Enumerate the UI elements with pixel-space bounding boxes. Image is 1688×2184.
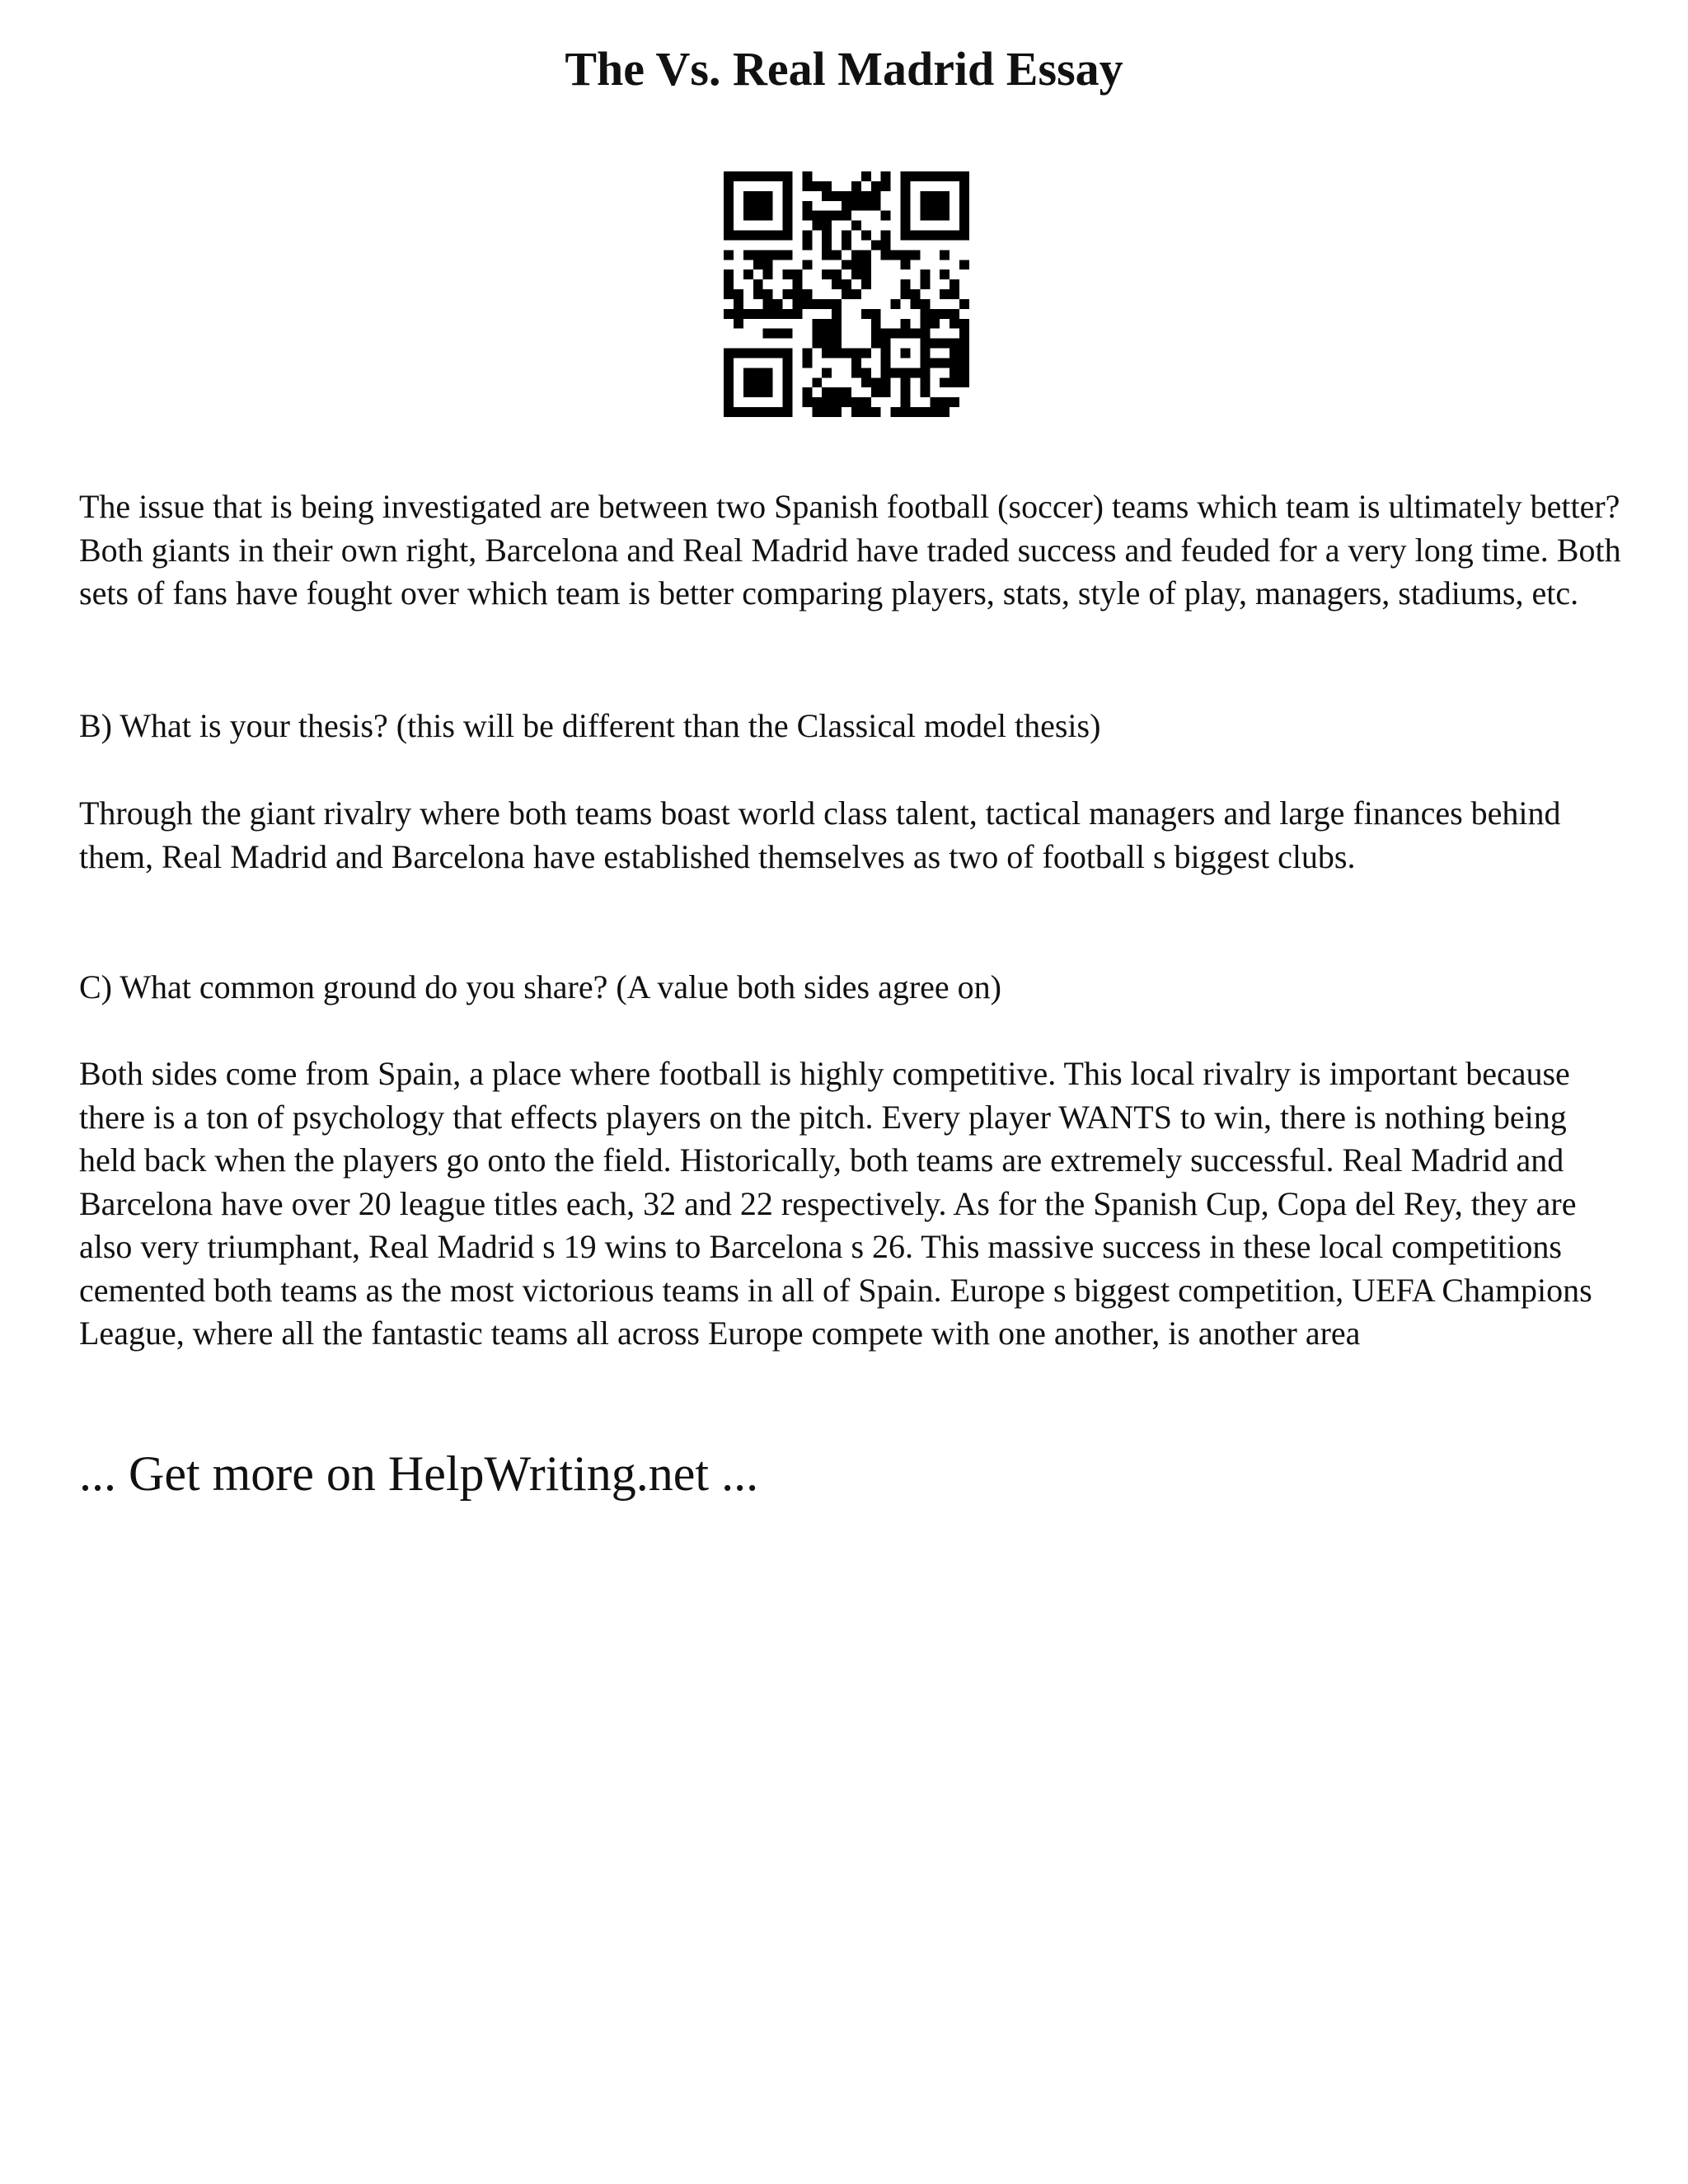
qr-code-icon xyxy=(724,171,969,417)
paragraph-thesis: Through the giant rivalry where both teams boast world class talent, tactical managers and large finances behind them, Real Madrid and Barcelona have established themselves as two of football s biggest clubs. xyxy=(79,794,1561,875)
paragraph-common-ground: Both sides come from Spain, a place where football is highly competitive. This local rivalry is important because there is a ton of psychology that effects players on the pitch. Every player WANTS to win, there is nothing being held back when the players go onto the field. Historically, both teams are extremely successful. Real Madrid and Barcelona have over 20 league titles each, 32 and 22 respectively. As for the Spanish Cup, Copa del Rey, they are also very triumphant, Real Madrid s 19 wins to Barcelona s 26. This massive success in these local competitions cemented both teams as the most victorious teams in all of Spain. Europe s biggest competition, UEFA Champions League, where all the fantastic teams all across Europe compete with one another, is another area xyxy=(79,1055,1592,1352)
question-common-ground: C) What common ground do you share? (A value both sides agree on) xyxy=(79,968,1001,1005)
document-title: The Vs. Real Madrid Essay xyxy=(565,42,1123,96)
question-thesis: B) What is your thesis? (this will be different than the Classical model thesis) xyxy=(79,707,1101,744)
paragraph-issue: The issue that is being investigated are between two Spanish football (soccer) teams which team is ultimately better? Both giants in their own right, Barcelona and Real Madrid have traded success and feuded for a very long time. Both sets of fans have fought over which team is better comparing players, stats, style of play, managers, stadiums, etc. xyxy=(79,488,1621,612)
get-more-link[interactable]: ... Get more on HelpWriting.net ... xyxy=(79,1446,759,1501)
